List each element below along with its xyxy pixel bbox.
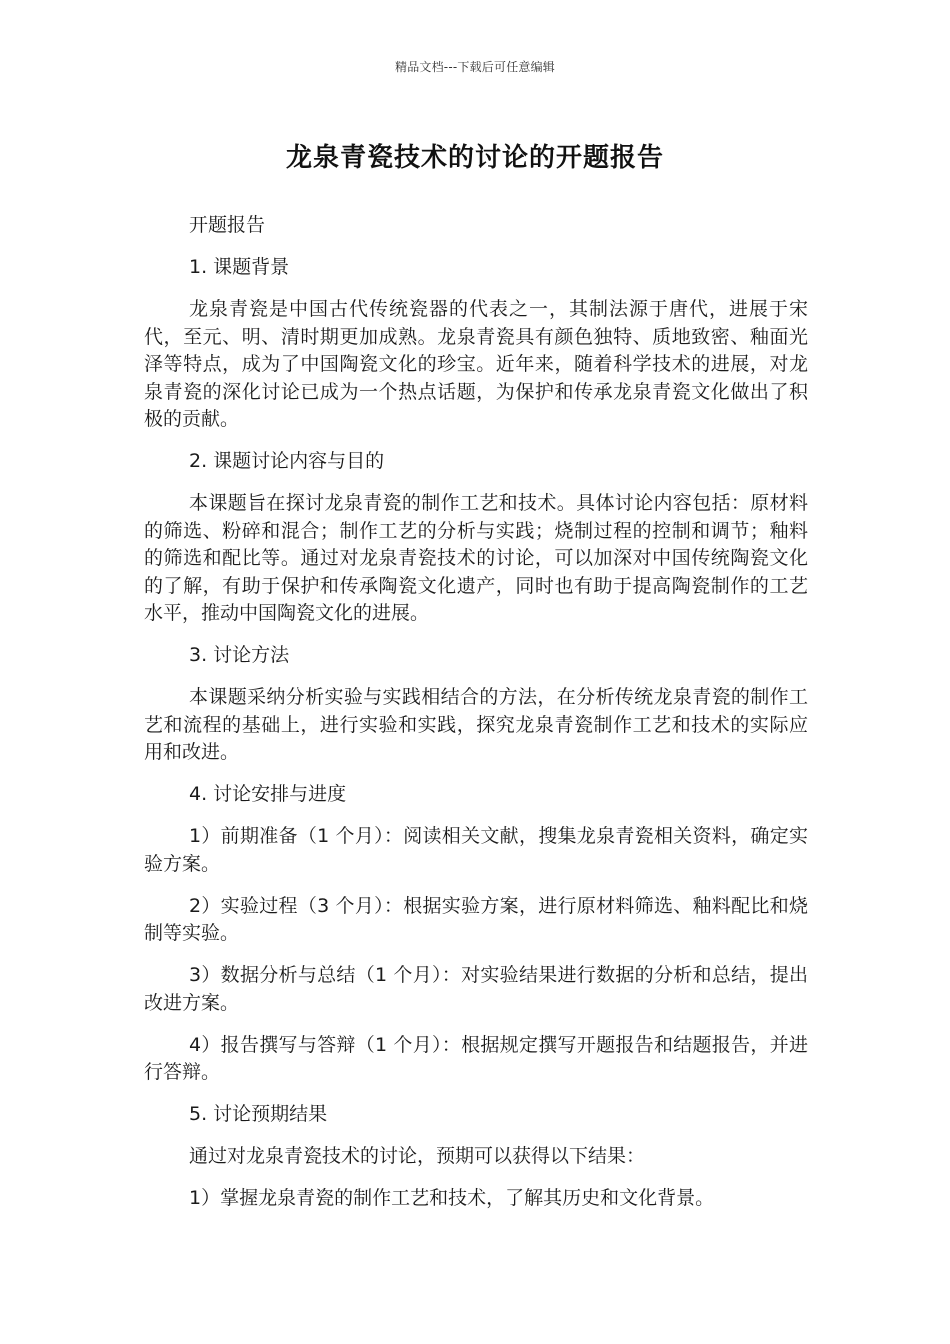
paragraph-expected-intro: 通过对龙泉青瓷技术的讨论，预期可以获得以下结果： <box>189 1145 646 1167</box>
paragraph-content-purpose: 本课题旨在探讨龙泉青瓷的制作工艺和技术。具体讨论内容包括：原材料的筛选、粉碎和混合；制作工艺的分析与实践；烧制过程的控制和调节；釉料的筛选和配比等。通过对龙泉青瓷技术的讨论，可以加深对中国传统陶瓷文化的了解，有助于保护和传承陶瓷文化遗产，同时也有助于提高陶瓷制作的工艺水平，推动中国陶瓷文化的进展。 <box>144 492 808 624</box>
section-heading-background: 1. 课题背景 <box>189 256 290 278</box>
schedule-item-4: 4）报告撰写与答辩（1 个月）：根据规定撰写开题报告和结题报告，并进行答辩。 <box>144 1033 808 1083</box>
schedule-item-3: 3）数据分析与总结（1 个月）：对实验结果进行数据的分析和总结，提出改进方案。 <box>144 964 808 1014</box>
document-body <box>144 212 808 1227</box>
paragraph-background: 龙泉青瓷是中国古代传统瓷器的代表之一，其制法源于唐代，进展于宋代，至元、明、清时期更加成熟。龙泉青瓷具有颜色独特、质地致密、釉面光泽等特点，成为了中国陶瓷文化的珍宝。近年来，随着科学技术的进展，对龙泉青瓷的深化讨论已成为一个热点话题，为保护和传承龙泉青瓷文化做出了积极的贡献。 <box>144 298 808 430</box>
header-note: 精品文档---下载后可任意编辑 <box>395 60 555 74</box>
expected-result-item-1: 1）掌握龙泉青瓷的制作工艺和技术，了解其历史和文化背景。 <box>189 1187 715 1209</box>
section-heading-method: 3. 讨论方法 <box>189 644 290 666</box>
paragraph-report-label: 开题报告 <box>189 214 266 236</box>
paragraph-method: 本课题采纳分析实验与实践相结合的方法，在分析传统龙泉青瓷的制作工艺和流程的基础上，进行实验和实践，探究龙泉青瓷制作工艺和技术的实际应用和改进。 <box>144 686 808 763</box>
document-title: 龙泉青瓷技术的讨论的开题报告 <box>285 143 664 173</box>
section-heading-content-purpose: 2. 课题讨论内容与目的 <box>189 450 385 472</box>
section-heading-schedule: 4. 讨论安排与进度 <box>189 783 347 805</box>
schedule-item-1: 1）前期准备（1 个月）：阅读相关文献，搜集龙泉青瓷相关资料，确定实验方案。 <box>144 825 808 875</box>
section-heading-expected-results: 5. 讨论预期结果 <box>189 1103 328 1125</box>
schedule-item-2: 2）实验过程（3 个月）：根据实验方案，进行原材料筛选、釉料配比和烧制等实验。 <box>144 894 808 944</box>
